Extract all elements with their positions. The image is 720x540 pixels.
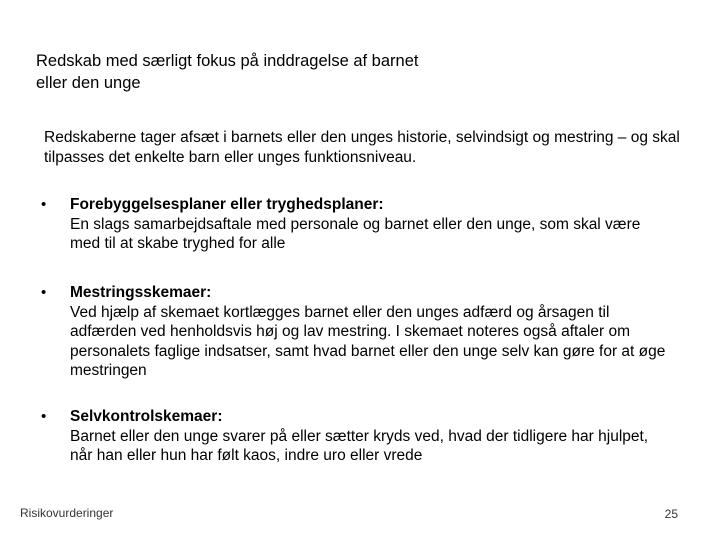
bullet-body: Barnet eller den unge svarer på eller sætter kryds ved, hvad der tidligere har hjulpet, når han eller hun har følt kaos, indre uro eller vrede [70, 427, 649, 464]
bullet-text [70, 195, 670, 254]
bullet-text [70, 407, 670, 466]
bullet-marker: • [41, 196, 47, 213]
bullet-body: Ved hjælp af skemaet kortlægges barnet eller den unges adfærd og årsagen til adfærden ved henholdsvis høj og lav mestring. I skemaet noteres også aftaler om personalets faglige indsatser, samt hvad barnet eller den unge selv kan gøre for at øge mestringen [70, 303, 666, 379]
bullet-text [70, 283, 670, 381]
slide-title-line-2: eller den unge [36, 74, 141, 92]
footer-label: Risikovurderinger [20, 506, 114, 520]
bullet-marker: • [41, 284, 47, 301]
bullet-body: En slags samarbejdsaftale med personale og barnet eller den unge, som skal være med til at skabe tryghed for alle [70, 215, 641, 252]
slide-title-line-1: Redskab med særligt fokus på inddragelse af barnet [36, 52, 419, 70]
bullet-heading: Mestringsskemaer: [70, 284, 212, 301]
intro-paragraph: Redskaberne tager afsæt i barnets eller den unges historie, selvindsigt og mestring – og skal tilpasses det enkelte barn eller unges funktionsniveau. [44, 129, 680, 166]
page-number: 25 [664, 507, 678, 521]
bullet-marker: • [41, 408, 47, 425]
bullet-heading: Forebyggelsesplaner eller tryghedsplaner: [70, 196, 384, 213]
bullet-heading: Selvkontrolskemaer: [70, 408, 223, 425]
slide-title [36, 50, 636, 94]
